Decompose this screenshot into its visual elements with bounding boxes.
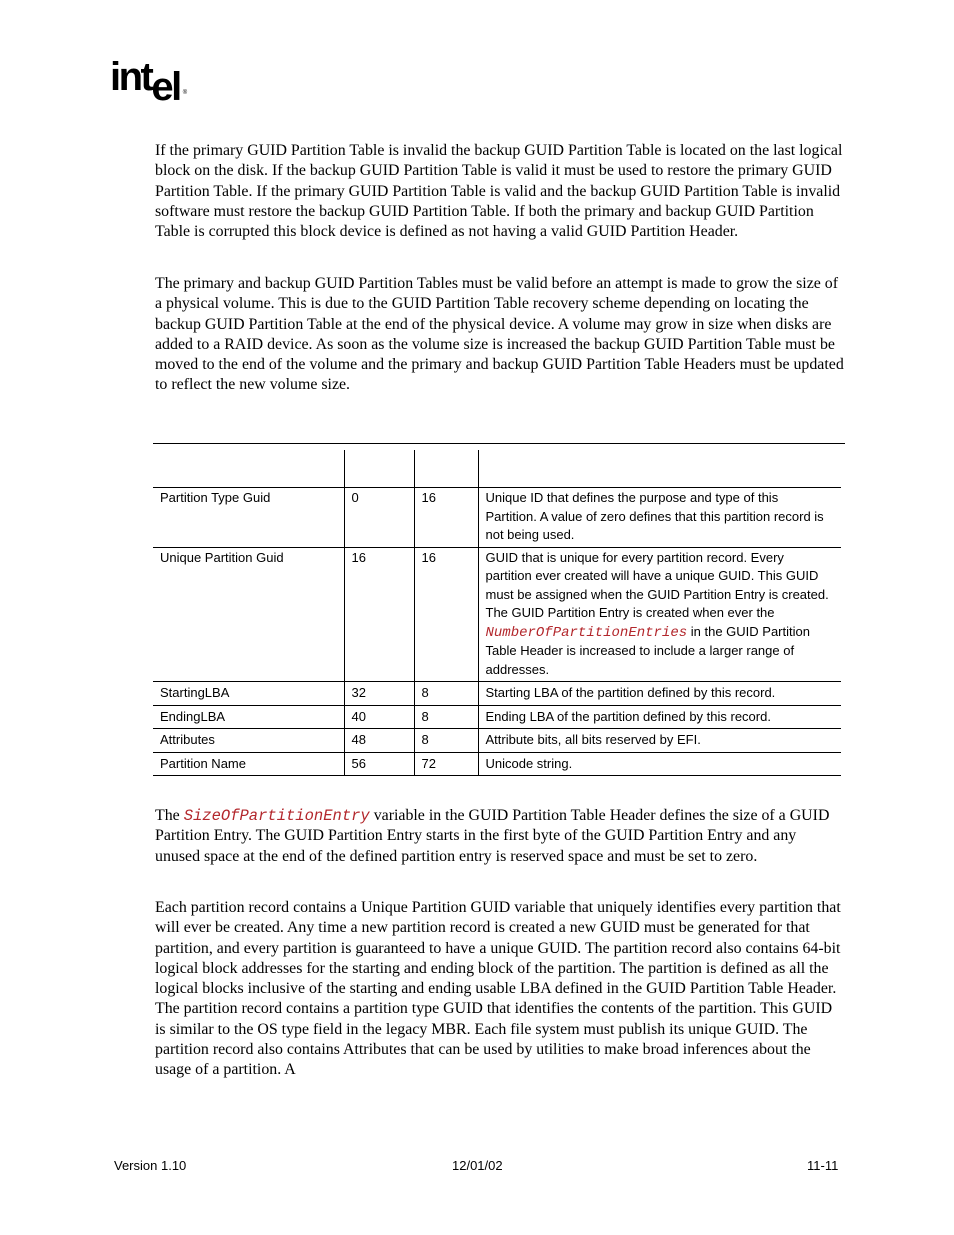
mnemonic-cell: Partition Name [153, 752, 344, 776]
table-row [153, 729, 841, 753]
paragraph-entry-size: The SizeOfPartitionEntry variable in the GUID Partition Table Header defines the size of a GUID Partition Entry. The GUID Partition Entry starts in the first byte of the GUID Partition Entry and any unused space at the end of the defined partition entry is reserved space and must be set to zero. [155, 807, 830, 865]
offset-cell: 40 [344, 705, 414, 729]
table-header-row [153, 450, 841, 488]
table-row [153, 752, 841, 776]
description-cell: Unique ID that defines the purpose and type of this Partition. A value of zero defines that this partition record is not being used. [478, 488, 841, 548]
size-of-partition-entry-code: SizeOfPartitionEntry [183, 807, 370, 825]
description-cell: Attribute bits, all bits reserved by EFI. [478, 729, 841, 753]
description-cell: Ending LBA of the partition defined by this record. [478, 705, 841, 729]
offset-cell: 48 [344, 729, 414, 753]
footer-date: 12/01/02 [452, 1158, 503, 1173]
mnemonic-cell: StartingLBA [153, 682, 344, 706]
description-cell: Unicode string. [478, 752, 841, 776]
intel-logo: intel ® [110, 55, 188, 109]
mnemonic-cell: Partition Type Guid [153, 488, 344, 548]
offset-cell: 56 [344, 752, 414, 776]
mnemonic-cell: EndingLBA [153, 705, 344, 729]
size-cell: 8 [414, 729, 478, 753]
table-row [153, 682, 841, 706]
offset-cell: 16 [344, 547, 414, 682]
footer-version: Version 1.10 [114, 1158, 187, 1173]
size-cell: 8 [414, 682, 478, 706]
offset-cell: 32 [344, 682, 414, 706]
mnemonic-cell: Unique Partition Guid [153, 547, 344, 682]
table-row [153, 705, 841, 729]
size-cell: 72 [414, 752, 478, 776]
size-cell: 16 [414, 488, 478, 548]
size-cell: 16 [414, 547, 478, 682]
description-cell: Starting LBA of the partition defined by this record. [478, 682, 841, 706]
description-cell: GUID that is unique for every partition record. Every partition ever created will have a unique GUID. This GUID must be assigned when the GUID Partition Entry is created. The GUID Partition Entry is created when ever the NumberOfPartitionEntries in the GUID Partition Table Header is increased to include a larger range of addresses. [478, 547, 841, 682]
table-row [153, 547, 841, 682]
paragraph-volume-growth: The primary and backup GUID Partition Tables must be valid before an attempt is made to grow the size of a physical volume. This is due to the GUID Partition Table recovery scheme depending on locating the backup GUID Partition Table at the end of the physical device. A volume may grow in size when disks are added to a RAID device. As soon as the volume size is increased the backup GUID Partition Table must be moved to the end of the volume and the primary and backup GUID Partition Table Headers must be updated to reflect the new volume size. [155, 275, 844, 394]
footer-page-number: 11-11 [807, 1158, 839, 1173]
table-top-rule [153, 443, 845, 444]
paragraph-partition-record: Each partition record contains a Unique Partition GUID variable that uniquely identifies every partition that will ever be created. Any time a new partition record is created a new GUID must be generated for that partition, and every partition is guaranteed to have a unique GUID. The partition record also contains 64-bit logical block addresses for the starting and ending block of the partition. The partition is defined as all the logical blocks inclusive of the starting and ending usable LBA defined in the GUID Partition Table Header. The partition record contains a partition type GUID that identifies the contents of the partition. This GUID is similar to the OS type field in the legacy MBR. Each file system must publish its unique GUID. The partition record also contains Attributes that can be used by utilities to make broad inferences about the usage of a partition. A [155, 899, 841, 1079]
table-row [153, 488, 841, 548]
paragraph-backup-table: If the primary GUID Partition Table is invalid the backup GUID Partition Table is located on the last logical block on the disk. If the backup GUID Partition Table is valid it must be used to restore the primary GUID Partition Table. If the primary GUID Partition Table is valid and the backup GUID Partition Table is invalid software must restore the backup GUID Partition Table. If both the primary and backup GUID Partition Table is corrupted this block device is defined as not having a valid GUID Partition Header. [155, 142, 843, 241]
guid-partition-entry-table [153, 450, 841, 776]
number-of-partition-entries-code: NumberOfPartitionEntries [485, 624, 688, 641]
offset-cell: 0 [344, 488, 414, 548]
mnemonic-cell: Attributes [153, 729, 344, 753]
size-cell: 8 [414, 705, 478, 729]
